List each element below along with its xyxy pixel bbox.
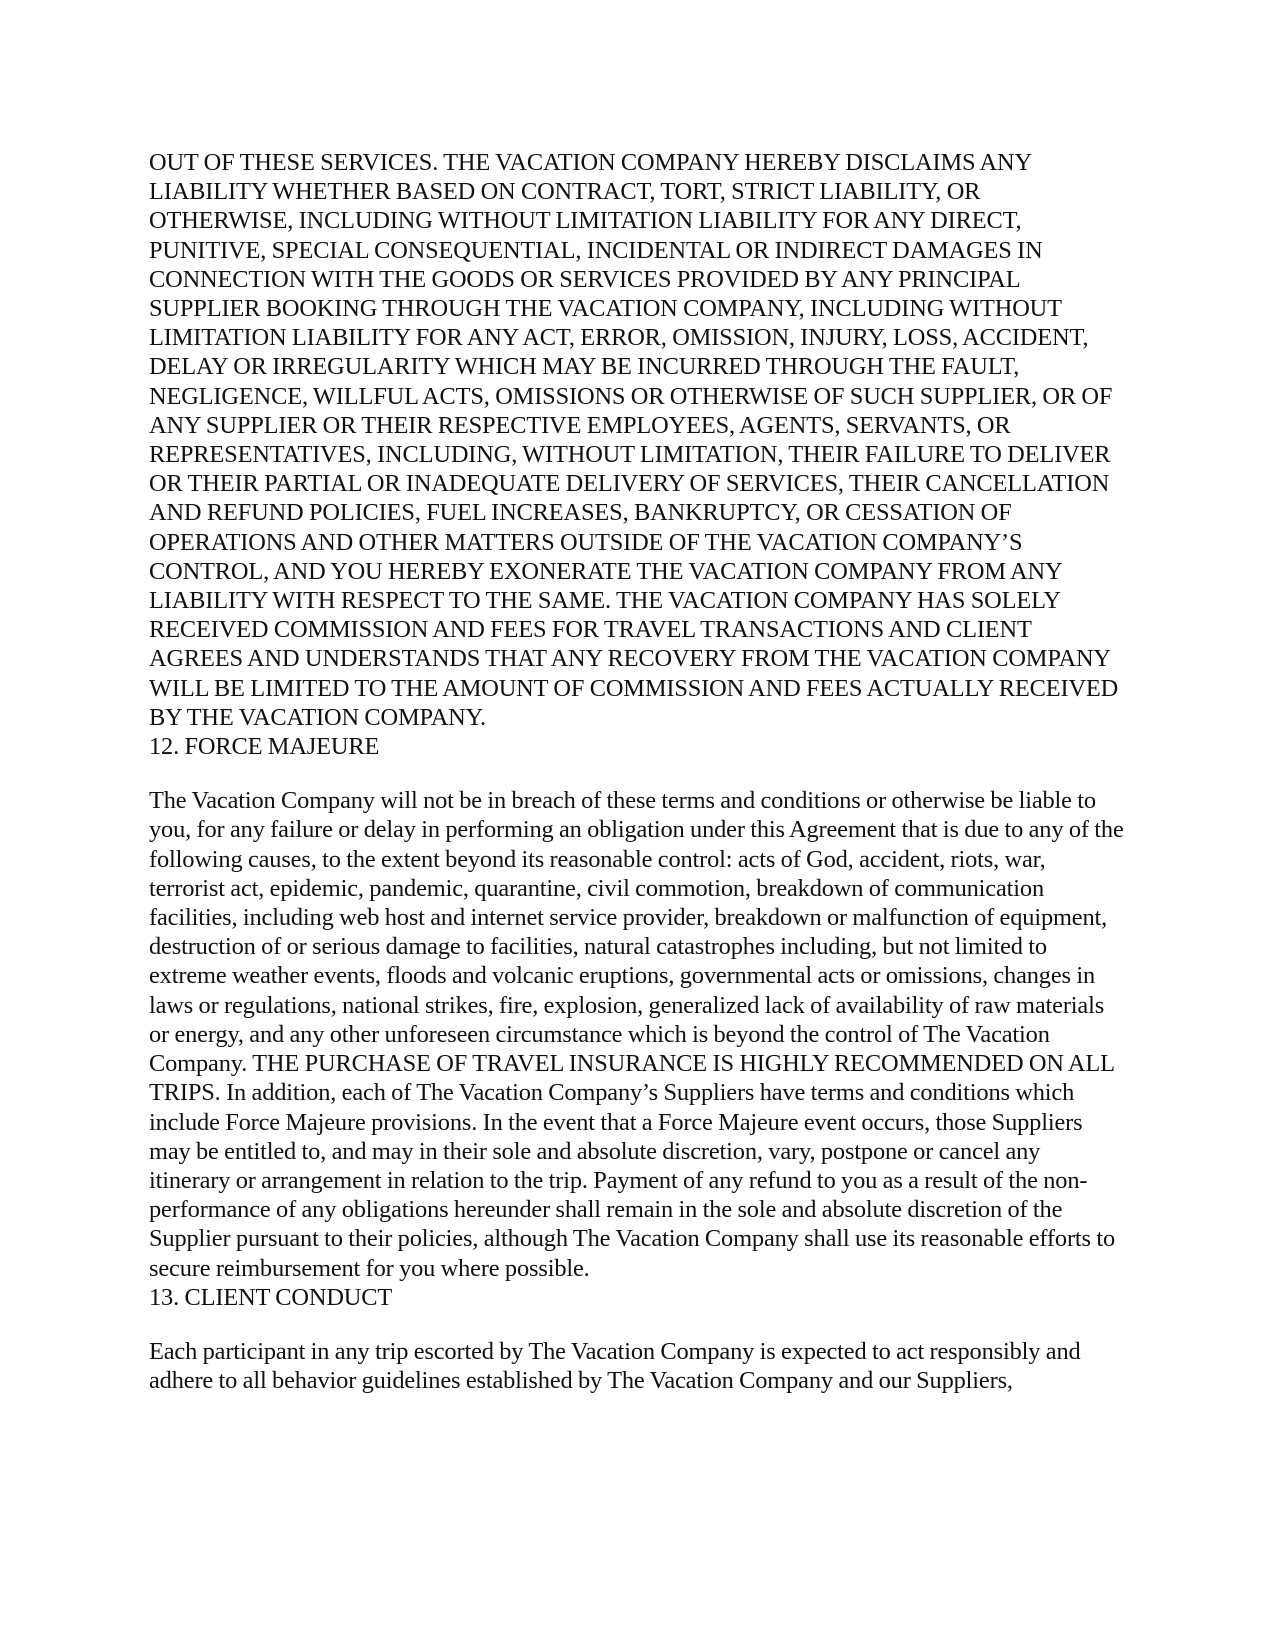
section-heading-client-conduct: 13. CLIENT CONDUCT (149, 1283, 393, 1311)
document-page (149, 148, 1125, 1395)
client-conduct-paragraph: Each participant in any trip escorted by The Vacation Company is expected to act responsibly and adhere to all behavior guidelines established by The Vacation Company and our Suppliers, (149, 1337, 1081, 1395)
force-majeure-paragraph: The Vacation Company will not be in breach of these terms and conditions or otherwise be liable to you, for any failure or delay in performing an obligation under this Agreement that is due to any of the following causes, to the extent beyond its reasonable control: acts of God, accident, riots, war, terrorist act, epidemic, pandemic, quarantine, civil commotion, breakdown of communication facilities, including web host and internet service provider, breakdown or malfunction of equipment, destruction of or serious damage to facilities, natural catastrophes including, but not limited to extreme weather events, floods and volcanic eruptions, governmental acts or omissions, changes in laws or regulations, national strikes, fire, explosion, generalized lack of availability of raw materials or energy, and any other unforeseen circumstance which is beyond the control of The Vacation Company. THE PURCHASE OF TRAVEL INSURANCE IS HIGHLY RECOMMENDED ON ALL TRIPS. In addition, each of The Vacation Company’s Suppliers have terms and conditions which include Force Majeure provisions. In the event that a Force Majeure event occurs, those Suppliers may be entitled to, and may in their sole and absolute discretion, vary, postpone or cancel any itinerary or arrangement in relation to the trip. Payment of any refund to you as a result of the non-performance of any obligations hereunder shall remain in the sole and absolute discretion of the Supplier pursuant to their policies, although The Vacation Company shall use its reasonable efforts to secure reimbursement for you where possible. (149, 787, 1124, 1282)
liability-disclaimer-paragraph: OUT OF THESE SERVICES. THE VACATION COMPANY HEREBY DISCLAIMS ANY LIABILITY WHETHER BASED ON CONTRACT, TORT, STRICT LIABILITY, OR OTHERWISE, INCLUDING WITHOUT LIMITATION LIABILITY FOR ANY DIRECT, PUNITIVE, SPECIAL CONSEQUENTIAL, INCIDENTAL OR INDIRECT DAMAGES IN CONNECTION WITH THE GOODS OR SERVICES PROVIDED BY ANY PRINCIPAL SUPPLIER BOOKING THROUGH THE VACATION COMPANY, INCLUDING WITHOUT LIMITATION LIABILITY FOR ANY ACT, ERROR, OMISSION, INJURY, LOSS, ACCIDENT, DELAY OR IRREGULARITY WHICH MAY BE INCURRED THROUGH THE FAULT, NEGLIGENCE, WILLFUL ACTS, OMISSIONS OR OTHERWISE OF SUCH SUPPLIER, OR OF ANY SUPPLIER OR THEIR RESPECTIVE EMPLOYEES, AGENTS, SERVANTS, OR REPRESENTATIVES, INCLUDING, WITHOUT LIMITATION, THEIR FAILURE TO DELIVER OR THEIR PARTIAL OR INADEQUATE DELIVERY OF SERVICES, THEIR CANCELLATION AND REFUND POLICIES, FUEL INCREASES, BANKRUPTCY, OR CESSATION OF OPERATIONS AND OTHER MATTERS OUTSIDE OF THE VACATION COMPANY’S CONTROL, AND YOU HEREBY EXONERATE THE VACATION COMPANY FROM ANY LIABILITY WITH RESPECT TO THE SAME. THE VACATION COMPANY HAS SOLELY RECEIVED COMMISSION AND FEES FOR TRAVEL TRANSACTIONS AND CLIENT AGREES AND UNDERSTANDS THAT ANY RECOVERY FROM THE VACATION COMPANY WILL BE LIMITED TO THE AMOUNT OF COMMISSION AND FEES ACTUALLY RECEIVED BY THE VACATION COMPANY. (149, 149, 1119, 731)
section-heading-force-majeure: 12. FORCE MAJEURE (149, 733, 380, 761)
